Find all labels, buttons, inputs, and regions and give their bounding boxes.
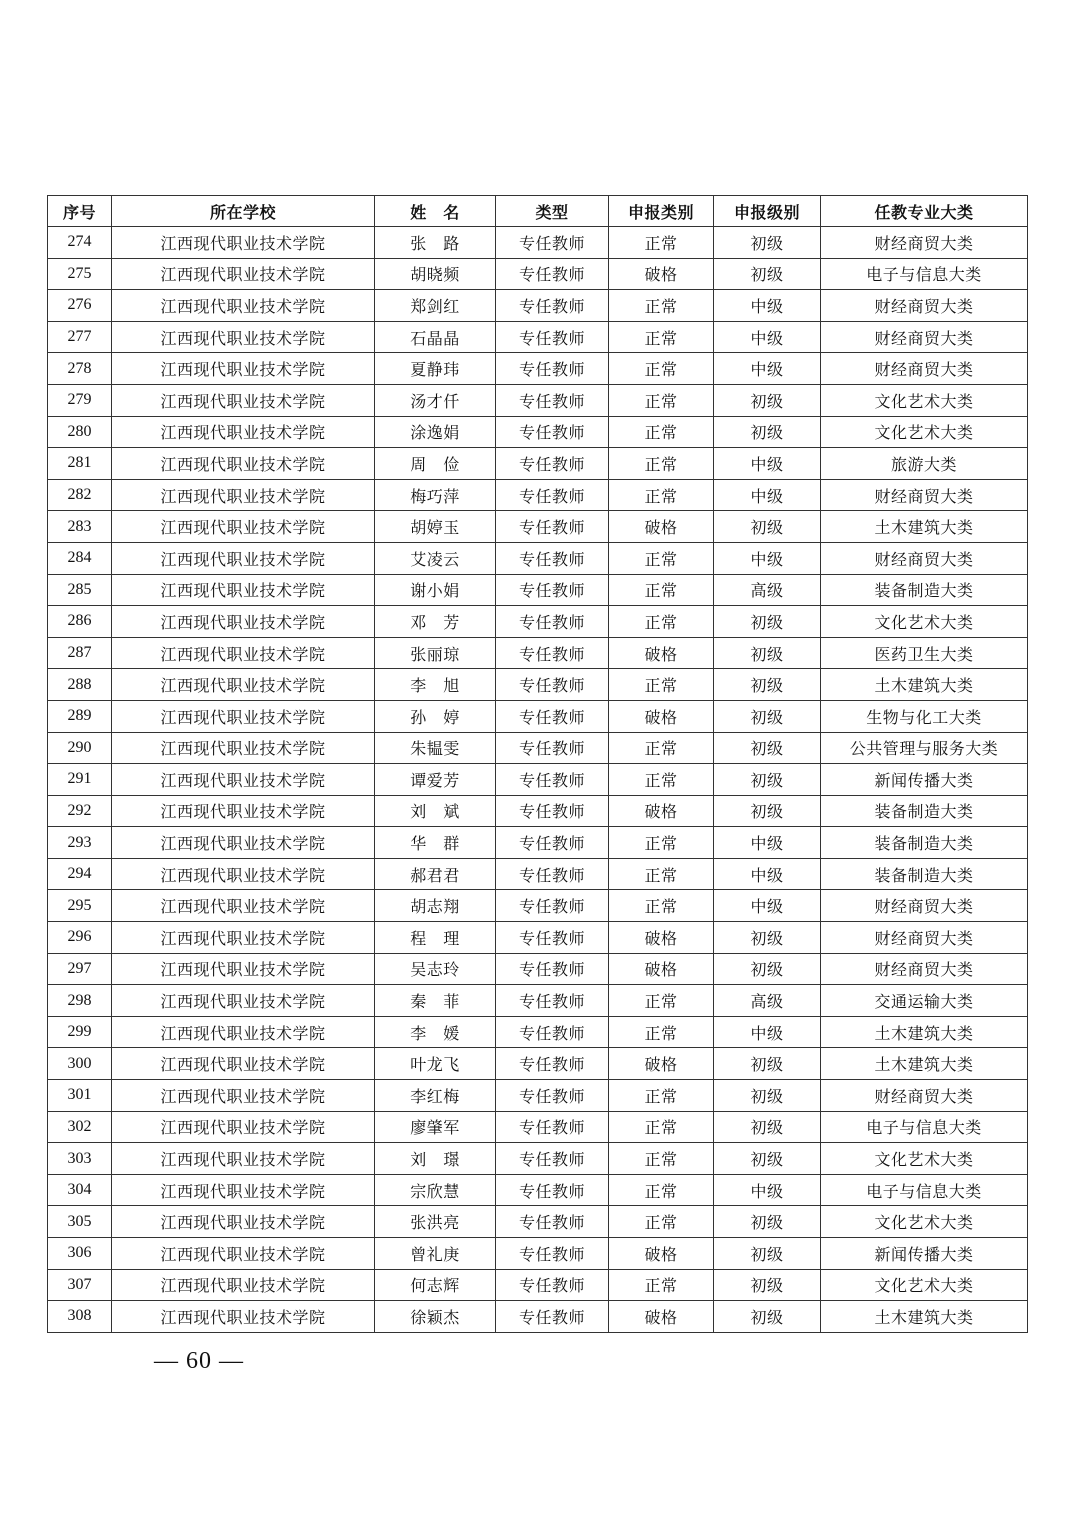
cell-field: 电子与信息大类 (821, 1111, 1028, 1143)
cell-level: 初级 (714, 1206, 821, 1238)
cell-school: 江西现代职业技术学院 (112, 606, 375, 638)
cell-level: 初级 (714, 1301, 821, 1333)
cell-name: 孙 婷 (375, 700, 496, 732)
cell-category: 正常 (609, 479, 714, 511)
table-row (48, 1238, 1028, 1270)
cell-name: 秦 菲 (375, 985, 496, 1017)
cell-level: 初级 (714, 637, 821, 669)
cell-type: 专任教师 (496, 606, 609, 638)
cell-field: 文化艺术大类 (821, 1143, 1028, 1175)
cell-level: 初级 (714, 700, 821, 732)
cell-category: 正常 (609, 542, 714, 574)
table-row (48, 922, 1028, 954)
cell-serial: 304 (48, 1174, 112, 1206)
cell-serial: 282 (48, 479, 112, 511)
cell-level: 初级 (714, 953, 821, 985)
cell-name: 涂逸娟 (375, 416, 496, 448)
cell-category: 正常 (609, 606, 714, 638)
cell-level: 中级 (714, 858, 821, 890)
cell-category: 破格 (609, 511, 714, 543)
cell-serial: 300 (48, 1048, 112, 1080)
cell-name: 曾礼庚 (375, 1238, 496, 1270)
cell-field: 文化艺术大类 (821, 416, 1028, 448)
cell-field: 交通运输大类 (821, 985, 1028, 1017)
table-header-row (48, 196, 1028, 227)
table-row (48, 1301, 1028, 1333)
cell-name: 李 旭 (375, 669, 496, 701)
cell-type: 专任教师 (496, 637, 609, 669)
cell-serial: 278 (48, 353, 112, 385)
table-row (48, 700, 1028, 732)
header-teaching-field: 任教专业大类 (821, 196, 1028, 227)
table-row (48, 1269, 1028, 1301)
cell-field: 电子与信息大类 (821, 1174, 1028, 1206)
cell-level: 中级 (714, 479, 821, 511)
cell-type: 专任教师 (496, 384, 609, 416)
cell-field: 装备制造大类 (821, 827, 1028, 859)
cell-field: 财经商贸大类 (821, 922, 1028, 954)
cell-field: 旅游大类 (821, 448, 1028, 480)
cell-serial: 281 (48, 448, 112, 480)
cell-school: 江西现代职业技术学院 (112, 1016, 375, 1048)
cell-school: 江西现代职业技术学院 (112, 700, 375, 732)
cell-category: 正常 (609, 290, 714, 322)
cell-name: 刘 斌 (375, 795, 496, 827)
cell-serial: 297 (48, 953, 112, 985)
cell-name: 张 路 (375, 227, 496, 259)
cell-name: 何志辉 (375, 1269, 496, 1301)
cell-category: 正常 (609, 858, 714, 890)
table-row (48, 1111, 1028, 1143)
cell-type: 专任教师 (496, 700, 609, 732)
cell-name: 吴志玲 (375, 953, 496, 985)
cell-serial: 280 (48, 416, 112, 448)
cell-level: 中级 (714, 827, 821, 859)
cell-school: 江西现代职业技术学院 (112, 416, 375, 448)
cell-field: 电子与信息大类 (821, 258, 1028, 290)
table-row (48, 890, 1028, 922)
cell-name: 汤才仟 (375, 384, 496, 416)
cell-serial: 285 (48, 574, 112, 606)
cell-school: 江西现代职业技术学院 (112, 384, 375, 416)
cell-field: 财经商贸大类 (821, 227, 1028, 259)
cell-name: 胡婷玉 (375, 511, 496, 543)
table-row (48, 985, 1028, 1017)
header-application-category: 申报类别 (609, 196, 714, 227)
cell-type: 专任教师 (496, 1016, 609, 1048)
cell-category: 正常 (609, 448, 714, 480)
table-row (48, 858, 1028, 890)
cell-name: 谭爱芳 (375, 764, 496, 796)
cell-school: 江西现代职业技术学院 (112, 985, 375, 1017)
cell-name: 程 理 (375, 922, 496, 954)
cell-school: 江西现代职业技术学院 (112, 1174, 375, 1206)
cell-school: 江西现代职业技术学院 (112, 827, 375, 859)
cell-type: 专任教师 (496, 1111, 609, 1143)
cell-level: 初级 (714, 511, 821, 543)
cell-serial: 303 (48, 1143, 112, 1175)
cell-serial: 296 (48, 922, 112, 954)
cell-serial: 277 (48, 321, 112, 353)
table-row (48, 1174, 1028, 1206)
cell-field: 土木建筑大类 (821, 1048, 1028, 1080)
cell-school: 江西现代职业技术学院 (112, 542, 375, 574)
cell-serial: 293 (48, 827, 112, 859)
cell-serial: 290 (48, 732, 112, 764)
cell-serial: 308 (48, 1301, 112, 1333)
cell-category: 正常 (609, 890, 714, 922)
table-row (48, 1143, 1028, 1175)
cell-name: 宗欣慧 (375, 1174, 496, 1206)
cell-school: 江西现代职业技术学院 (112, 479, 375, 511)
cell-level: 初级 (714, 384, 821, 416)
header-application-level: 申报级别 (714, 196, 821, 227)
cell-name: 华 群 (375, 827, 496, 859)
cell-level: 初级 (714, 1048, 821, 1080)
cell-name: 梅巧萍 (375, 479, 496, 511)
cell-school: 江西现代职业技术学院 (112, 511, 375, 543)
cell-category: 正常 (609, 1016, 714, 1048)
cell-category: 正常 (609, 1080, 714, 1112)
cell-category: 正常 (609, 669, 714, 701)
cell-name: 叶龙飞 (375, 1048, 496, 1080)
cell-name: 石晶晶 (375, 321, 496, 353)
cell-type: 专任教师 (496, 669, 609, 701)
cell-field: 财经商贸大类 (821, 321, 1028, 353)
cell-category: 正常 (609, 985, 714, 1017)
cell-school: 江西现代职业技术学院 (112, 922, 375, 954)
cell-type: 专任教师 (496, 827, 609, 859)
cell-school: 江西现代职业技术学院 (112, 1143, 375, 1175)
cell-field: 财经商贸大类 (821, 479, 1028, 511)
cell-serial: 299 (48, 1016, 112, 1048)
cell-category: 破格 (609, 1301, 714, 1333)
cell-name: 艾凌云 (375, 542, 496, 574)
cell-level: 中级 (714, 1174, 821, 1206)
table-row (48, 953, 1028, 985)
cell-name: 张洪亮 (375, 1206, 496, 1238)
cell-category: 正常 (609, 321, 714, 353)
cell-serial: 287 (48, 637, 112, 669)
cell-serial: 279 (48, 384, 112, 416)
header-school: 所在学校 (112, 196, 375, 227)
table-row (48, 606, 1028, 638)
cell-level: 初级 (714, 922, 821, 954)
cell-serial: 286 (48, 606, 112, 638)
cell-field: 生物与化工大类 (821, 700, 1028, 732)
cell-type: 专任教师 (496, 953, 609, 985)
cell-level: 中级 (714, 890, 821, 922)
cell-name: 张丽琼 (375, 637, 496, 669)
cell-category: 正常 (609, 416, 714, 448)
cell-type: 专任教师 (496, 764, 609, 796)
cell-level: 初级 (714, 416, 821, 448)
cell-school: 江西现代职业技术学院 (112, 764, 375, 796)
table-row (48, 448, 1028, 480)
cell-name: 邓 芳 (375, 606, 496, 638)
cell-level: 高级 (714, 985, 821, 1017)
cell-school: 江西现代职业技术学院 (112, 669, 375, 701)
cell-field: 财经商贸大类 (821, 353, 1028, 385)
cell-field: 财经商贸大类 (821, 953, 1028, 985)
cell-type: 专任教师 (496, 227, 609, 259)
cell-field: 文化艺术大类 (821, 1206, 1028, 1238)
cell-type: 专任教师 (496, 1269, 609, 1301)
cell-school: 江西现代职业技术学院 (112, 1048, 375, 1080)
cell-serial: 274 (48, 227, 112, 259)
cell-type: 专任教师 (496, 479, 609, 511)
table-row (48, 1206, 1028, 1238)
cell-level: 高级 (714, 574, 821, 606)
table-row (48, 795, 1028, 827)
cell-school: 江西现代职业技术学院 (112, 290, 375, 322)
cell-name: 郝君君 (375, 858, 496, 890)
cell-name: 徐颖杰 (375, 1301, 496, 1333)
table-body (48, 227, 1028, 1333)
cell-type: 专任教师 (496, 858, 609, 890)
cell-school: 江西现代职业技术学院 (112, 1111, 375, 1143)
cell-serial: 276 (48, 290, 112, 322)
cell-field: 装备制造大类 (821, 795, 1028, 827)
table-row (48, 1048, 1028, 1080)
cell-type: 专任教师 (496, 1301, 609, 1333)
cell-category: 正常 (609, 1174, 714, 1206)
table-row (48, 384, 1028, 416)
cell-field: 医药卫生大类 (821, 637, 1028, 669)
cell-category: 破格 (609, 1048, 714, 1080)
page-number: — 60 — (154, 1348, 244, 1374)
cell-type: 专任教师 (496, 732, 609, 764)
cell-type: 专任教师 (496, 574, 609, 606)
cell-type: 专任教师 (496, 922, 609, 954)
cell-category: 正常 (609, 1111, 714, 1143)
cell-field: 土木建筑大类 (821, 669, 1028, 701)
table-row (48, 227, 1028, 259)
table-row (48, 258, 1028, 290)
cell-name: 廖肇军 (375, 1111, 496, 1143)
cell-field: 文化艺术大类 (821, 1269, 1028, 1301)
cell-category: 破格 (609, 1238, 714, 1270)
cell-type: 专任教师 (496, 890, 609, 922)
cell-level: 初级 (714, 1143, 821, 1175)
cell-field: 财经商贸大类 (821, 890, 1028, 922)
cell-school: 江西现代职业技术学院 (112, 795, 375, 827)
cell-category: 正常 (609, 227, 714, 259)
cell-category: 破格 (609, 922, 714, 954)
cell-serial: 275 (48, 258, 112, 290)
cell-category: 正常 (609, 353, 714, 385)
cell-category: 破格 (609, 795, 714, 827)
cell-name: 朱韫雯 (375, 732, 496, 764)
cell-level: 初级 (714, 606, 821, 638)
cell-type: 专任教师 (496, 1238, 609, 1270)
cell-serial: 284 (48, 542, 112, 574)
cell-category: 正常 (609, 1206, 714, 1238)
cell-type: 专任教师 (496, 795, 609, 827)
cell-level: 初级 (714, 732, 821, 764)
table-row (48, 321, 1028, 353)
cell-category: 正常 (609, 384, 714, 416)
cell-serial: 292 (48, 795, 112, 827)
table-row (48, 542, 1028, 574)
cell-name: 谢小娟 (375, 574, 496, 606)
cell-field: 新闻传播大类 (821, 764, 1028, 796)
cell-name: 郑剑红 (375, 290, 496, 322)
cell-serial: 298 (48, 985, 112, 1017)
cell-field: 土木建筑大类 (821, 1016, 1028, 1048)
cell-level: 初级 (714, 1269, 821, 1301)
cell-name: 刘 璟 (375, 1143, 496, 1175)
cell-school: 江西现代职业技术学院 (112, 890, 375, 922)
table-row (48, 416, 1028, 448)
table-row (48, 511, 1028, 543)
cell-field: 公共管理与服务大类 (821, 732, 1028, 764)
cell-serial: 294 (48, 858, 112, 890)
table-row (48, 1016, 1028, 1048)
cell-serial: 289 (48, 700, 112, 732)
cell-name: 胡志翔 (375, 890, 496, 922)
cell-type: 专任教师 (496, 1206, 609, 1238)
cell-name: 胡晓频 (375, 258, 496, 290)
cell-level: 初级 (714, 764, 821, 796)
cell-school: 江西现代职业技术学院 (112, 227, 375, 259)
header-serial: 序号 (48, 196, 112, 227)
cell-field: 新闻传播大类 (821, 1238, 1028, 1270)
cell-field: 装备制造大类 (821, 574, 1028, 606)
cell-type: 专任教师 (496, 353, 609, 385)
cell-name: 夏静玮 (375, 353, 496, 385)
cell-category: 正常 (609, 764, 714, 796)
cell-level: 中级 (714, 1016, 821, 1048)
cell-school: 江西现代职业技术学院 (112, 1269, 375, 1301)
cell-level: 初级 (714, 1111, 821, 1143)
table-row (48, 1080, 1028, 1112)
cell-type: 专任教师 (496, 1080, 609, 1112)
cell-category: 破格 (609, 700, 714, 732)
cell-type: 专任教师 (496, 290, 609, 322)
cell-school: 江西现代职业技术学院 (112, 858, 375, 890)
cell-level: 初级 (714, 1238, 821, 1270)
cell-school: 江西现代职业技术学院 (112, 353, 375, 385)
cell-school: 江西现代职业技术学院 (112, 732, 375, 764)
cell-serial: 301 (48, 1080, 112, 1112)
cell-serial: 302 (48, 1111, 112, 1143)
cell-serial: 283 (48, 511, 112, 543)
table-row (48, 827, 1028, 859)
table-row (48, 290, 1028, 322)
cell-type: 专任教师 (496, 321, 609, 353)
table-row (48, 764, 1028, 796)
cell-level: 初级 (714, 795, 821, 827)
header-name: 姓 名 (375, 196, 496, 227)
cell-level: 中级 (714, 290, 821, 322)
cell-serial: 295 (48, 890, 112, 922)
table-row (48, 574, 1028, 606)
cell-level: 中级 (714, 353, 821, 385)
cell-name: 李 媛 (375, 1016, 496, 1048)
cell-school: 江西现代职业技术学院 (112, 448, 375, 480)
cell-name: 李红梅 (375, 1080, 496, 1112)
header-type: 类型 (496, 196, 609, 227)
cell-level: 中级 (714, 448, 821, 480)
cell-category: 正常 (609, 574, 714, 606)
cell-level: 初级 (714, 1080, 821, 1112)
table-row (48, 732, 1028, 764)
cell-school: 江西现代职业技术学院 (112, 1206, 375, 1238)
cell-category: 正常 (609, 827, 714, 859)
cell-serial: 305 (48, 1206, 112, 1238)
cell-school: 江西现代职业技术学院 (112, 1080, 375, 1112)
cell-field: 财经商贸大类 (821, 290, 1028, 322)
cell-school: 江西现代职业技术学院 (112, 574, 375, 606)
table-row (48, 637, 1028, 669)
cell-type: 专任教师 (496, 511, 609, 543)
cell-category: 破格 (609, 953, 714, 985)
cell-level: 中级 (714, 542, 821, 574)
table-row (48, 479, 1028, 511)
cell-level: 初级 (714, 227, 821, 259)
cell-serial: 288 (48, 669, 112, 701)
cell-field: 土木建筑大类 (821, 1301, 1028, 1333)
cell-field: 财经商贸大类 (821, 542, 1028, 574)
cell-field: 装备制造大类 (821, 858, 1028, 890)
cell-field: 文化艺术大类 (821, 606, 1028, 638)
cell-type: 专任教师 (496, 416, 609, 448)
table-row (48, 669, 1028, 701)
cell-school: 江西现代职业技术学院 (112, 321, 375, 353)
cell-type: 专任教师 (496, 985, 609, 1017)
teacher-roster-table (47, 195, 1028, 1333)
cell-field: 财经商贸大类 (821, 1080, 1028, 1112)
cell-name: 周 俭 (375, 448, 496, 480)
cell-school: 江西现代职业技术学院 (112, 637, 375, 669)
cell-serial: 306 (48, 1238, 112, 1270)
cell-serial: 291 (48, 764, 112, 796)
cell-level: 中级 (714, 321, 821, 353)
cell-serial: 307 (48, 1269, 112, 1301)
cell-type: 专任教师 (496, 1048, 609, 1080)
cell-school: 江西现代职业技术学院 (112, 1301, 375, 1333)
cell-level: 初级 (714, 258, 821, 290)
cell-category: 正常 (609, 1143, 714, 1175)
cell-type: 专任教师 (496, 1174, 609, 1206)
cell-type: 专任教师 (496, 258, 609, 290)
cell-school: 江西现代职业技术学院 (112, 953, 375, 985)
cell-type: 专任教师 (496, 1143, 609, 1175)
cell-type: 专任教师 (496, 542, 609, 574)
cell-level: 初级 (714, 669, 821, 701)
cell-category: 正常 (609, 1269, 714, 1301)
cell-category: 正常 (609, 732, 714, 764)
cell-field: 土木建筑大类 (821, 511, 1028, 543)
cell-category: 破格 (609, 258, 714, 290)
cell-category: 破格 (609, 637, 714, 669)
cell-type: 专任教师 (496, 448, 609, 480)
table-row (48, 353, 1028, 385)
cell-school: 江西现代职业技术学院 (112, 258, 375, 290)
cell-school: 江西现代职业技术学院 (112, 1238, 375, 1270)
cell-field: 文化艺术大类 (821, 384, 1028, 416)
